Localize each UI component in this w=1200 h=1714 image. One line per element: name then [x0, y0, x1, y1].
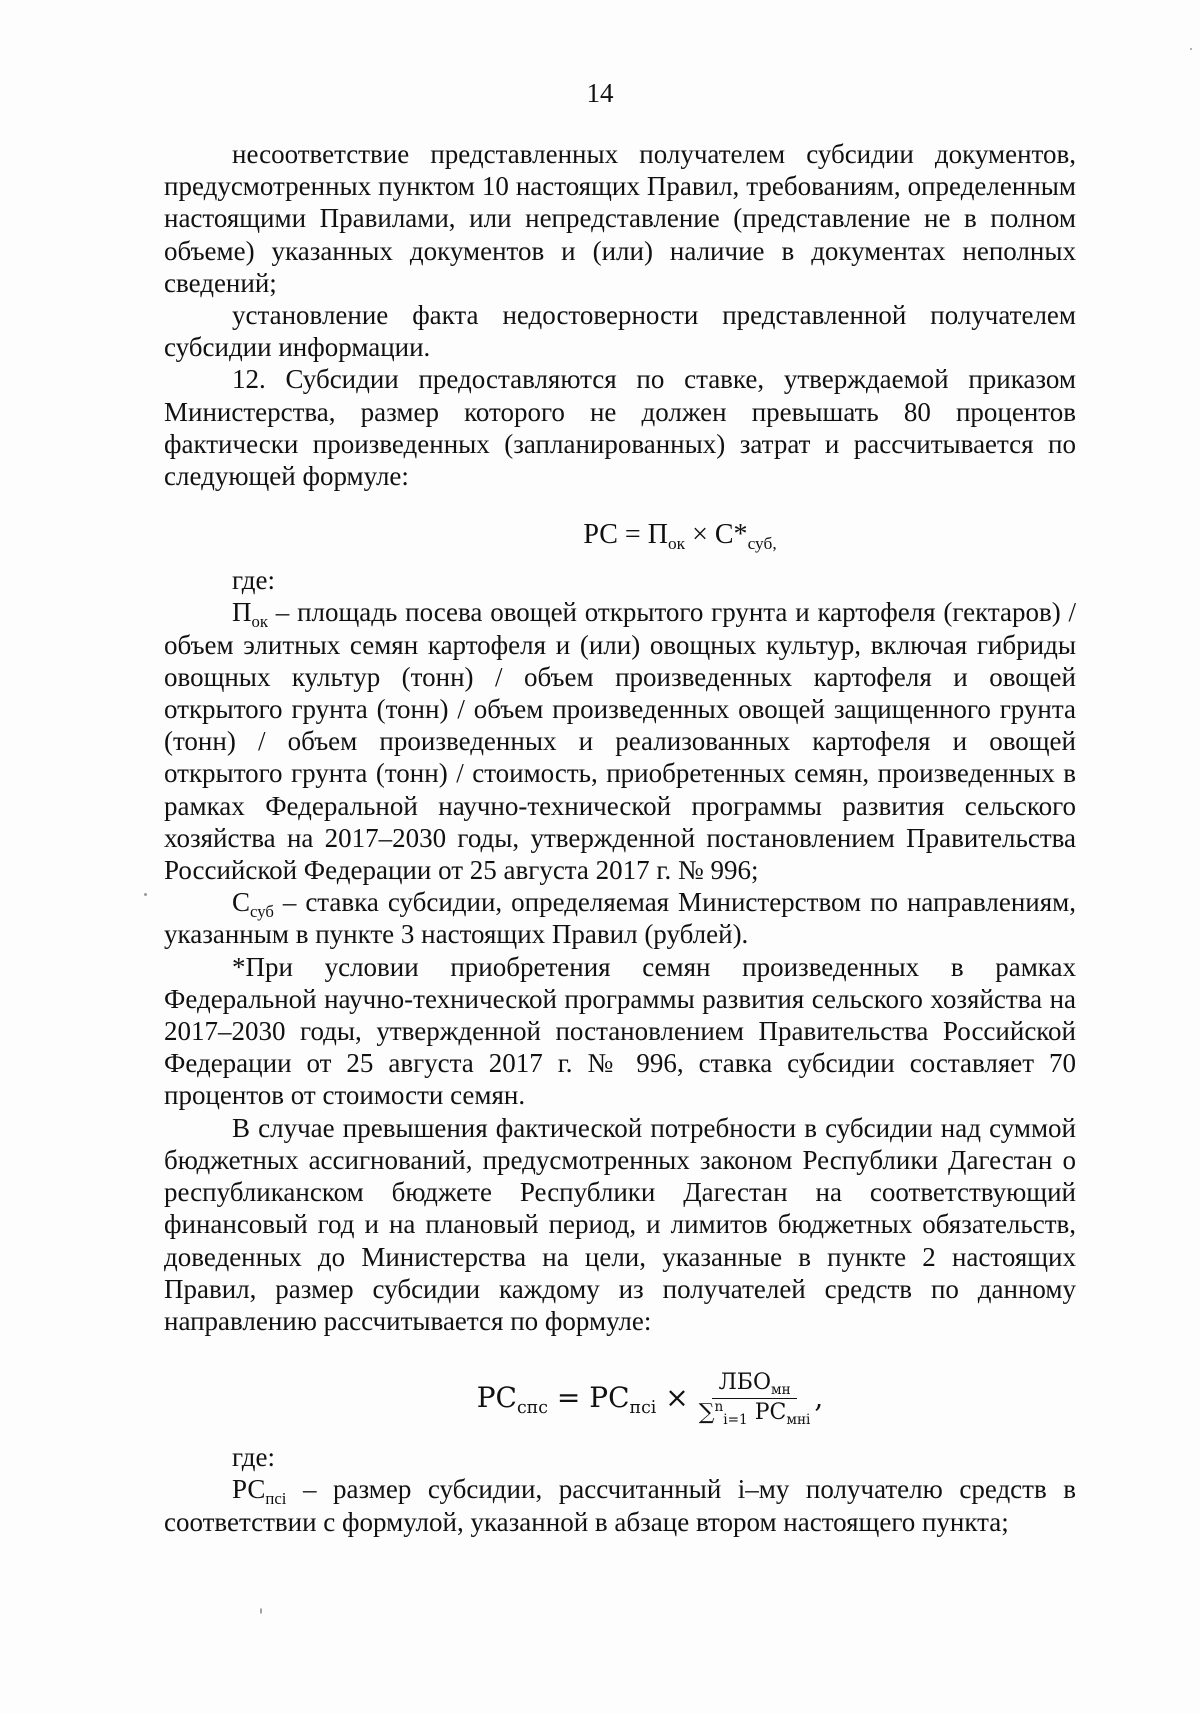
formula-rs [164, 506, 1076, 564]
definition-csub-term-main: С [232, 887, 251, 918]
definition-csub-term [232, 887, 274, 922]
paragraph-excess-need: В случае превышения фактической потребности в субсидии над суммой бюджетных ассигнований, предусмотренных законом Республики Дагестан о республиканском бюджете Республики Дагестан на соответствующий финансовый год и на плановый период, и лимитов бюджетных обязательств, доведенных до Министерства на цели, указанные в пункте 2 настоящих Правил, размер субсидии каждому из получателей средств по данному направлению рассчитывается по формуле: [164, 1112, 1076, 1336]
formula2-rc-sub: псi [629, 1398, 657, 1419]
formula2-lhs-main: РС [476, 1381, 517, 1414]
definition-pok-term-main: П [232, 597, 252, 628]
scan-speck [144, 893, 147, 896]
formula2-lhs-sub: спс [516, 1398, 548, 1419]
formula2-fraction [695, 1370, 815, 1428]
definition-pok-term [232, 597, 268, 632]
definition-rcpsi-term [232, 1474, 287, 1509]
formula-rs-p-sub: ок [667, 534, 686, 554]
formula2-sigma-sup: n [714, 1398, 724, 1415]
definition-pok [164, 596, 1076, 886]
formula2-rc [589, 1381, 657, 1419]
paragraph-noncompliance: несоответствие представленных получателем субсидии документов, предусмотренных пунктом 10 настоящих Правил, требованиям, определенным настоящими Правилами, или непредставление (представление не в полном объеме) указанных документов и (или) наличие в документах неполных сведений; [164, 139, 1076, 298]
formula2-num-main: ЛБО [718, 1370, 771, 1396]
formula2-lhs [476, 1381, 548, 1419]
paragraph-false-info: установление факта недостоверности представленной получателем субсидии информации. [164, 300, 1076, 363]
definition-csub [164, 886, 1076, 950]
formula2-rc-main: РС [589, 1381, 630, 1414]
definition-rcpsi-term-main: РС [232, 1474, 266, 1505]
formula-rs-times: × [692, 519, 708, 551]
where-label-1: где: [232, 565, 275, 596]
formula2-den-rc: РС [754, 1399, 787, 1425]
definition-pok-text: – площадь посева овощей открытого грунта и картофеля (гектаров) / объем элитных семян картофеля и (или) овощных культур, включая гибриды овощных культур (тонн) / объем произведенных картофеля и овощей открытого грунта (тонн) / объем произведенных овощей защищенного грунта (тонн) / объем произведенных и реализованных картофеля и овощей открытого грунта (тонн) / стоимость, приобретенных семян, произведенных в рамках Федеральной научно-технической программы развития сельского хозяйства на 2017–2030 годы, утвержденной постановлением Правительства Российской Федерации от 25 августа 2017 г. № 996; [164, 597, 1076, 886]
paragraph-seeds-rate: *При условии приобретения семян произведенных в рамках Федеральной научно-технической программы развития сельского хозяйства на 2017–2030 годы, утвержденной постановлением Правительства Российской Федерации от 25 августа 2017 г. № 996, ставка субсидии составляет 70 процентов от стоимости семян. [164, 951, 1076, 1111]
formula-rs-p: П [647, 519, 668, 551]
formula2-times: × [665, 1381, 689, 1414]
document-body [164, 138, 1076, 1538]
formula2-numerator [712, 1371, 796, 1398]
definition-rcpsi-term-sub: псi [265, 1489, 287, 1509]
formula-rs-lhs: РС [583, 519, 618, 551]
definition-csub-text: – ставка субсидии, определяемая Министерством по направлениям, указанным в пункте 3 настоящих Правил (рублей). [164, 887, 1076, 950]
formula2-trail: , [814, 1381, 824, 1414]
formula2-sigma: ∑ [698, 1399, 715, 1425]
formula2-denominator [695, 1398, 815, 1428]
scan-speck [1190, 48, 1192, 50]
definition-pok-term-sub: ок [251, 612, 268, 632]
where-label-2: где: [232, 1442, 275, 1473]
formula-rs-c: С* [714, 519, 748, 551]
page-number: 14 [586, 78, 614, 108]
formula2-eq: = [556, 1381, 581, 1414]
definition-csub-term-sub: суб [250, 902, 274, 922]
formula-rs-sps [164, 1355, 1076, 1441]
formula-rs-eq: = [624, 519, 641, 551]
formula2-den-rc-sub: мнi [786, 1411, 811, 1428]
paragraph-item-12: 12. Субсидии предоставляются по ставке, утверждаемой приказом Министерства, размер которого не должен превышать 80 процентов фактически произведенных (запланированных) затрат и рассчитывается по следующей формуле: [164, 364, 1076, 492]
definition-rcpsi [164, 1473, 1076, 1537]
scan-speck [260, 1608, 262, 1614]
definition-rcpsi-text: – размер субсидии, рассчитанный i–му получателю средств в соответствии с формулой, указанной в абзаце втором настоящего пункта; [164, 1474, 1076, 1537]
formula-rs-c-sub: суб, [747, 534, 777, 554]
formula2-sigma-sub: i=1 [723, 1411, 748, 1428]
formula2-num-sub: мн [771, 1382, 791, 1399]
